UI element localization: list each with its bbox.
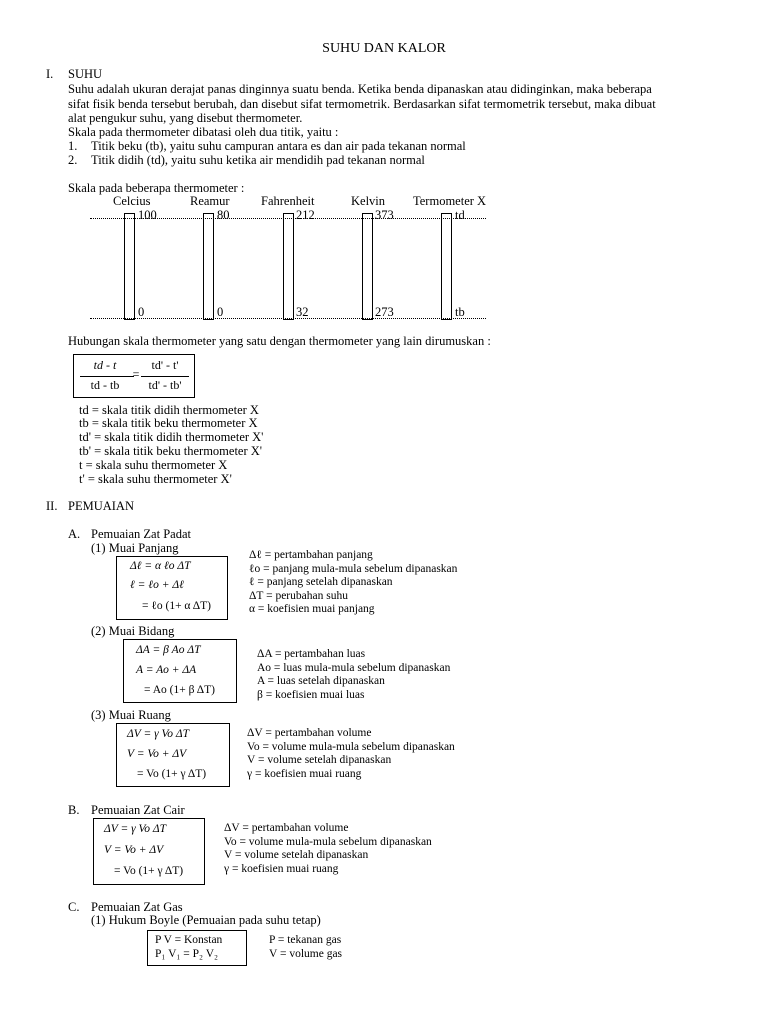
legend-line: ΔA = pertambahan luas (257, 648, 366, 660)
formula-box (93, 818, 205, 885)
subsubsection-heading: (3) Muai Ruang (91, 708, 171, 722)
variable-legend (224, 822, 432, 876)
fraction-denominator: td - tb (90, 378, 120, 392)
scale-name: Kelvin (351, 194, 386, 208)
definition: tb = skala titik beku thermometer X (79, 416, 258, 430)
legend-line: Δℓ = pertambahan panjang (249, 549, 373, 561)
list-number: 2. (68, 153, 78, 167)
legend-line: ℓ = panjang setelah dipanaskan (249, 576, 393, 588)
section-number: II. (46, 499, 58, 513)
definition: t = skala suhu thermometer X (79, 458, 228, 472)
variable-legend (269, 934, 342, 961)
formula-line: = Vo (1+ γ ΔT) (114, 865, 184, 877)
legend-line: β = koefisien muai luas (257, 688, 365, 701)
paragraph-line: alat pengukur suhu, yang disebut thermometer. (68, 111, 303, 125)
subsection-heading: Pemuaian Zat Padat (91, 527, 191, 541)
paragraph-line: Suhu adalah ukuran derajat panas dinginnya suatu benda. Ketika benda dipanaskan atau didinginkan, maka beberapa (68, 82, 652, 96)
formula-line: V = Vo + ΔV (127, 748, 187, 760)
legend-line: α = koefisien muai panjang (249, 603, 375, 615)
legend-line: P = tekanan gas (269, 934, 342, 946)
fraction-bar (80, 376, 134, 377)
scale-bottom-value: 32 (296, 305, 309, 319)
legend-line: V = volume setelah dipanaskan (247, 754, 392, 766)
scale-top-value: 80 (217, 208, 230, 222)
scale-bottom-value: tb (455, 305, 465, 319)
page-title: SUHU DAN KALOR (322, 41, 446, 56)
fraction-numerator: td' - t' (151, 358, 179, 372)
section-number: I. (46, 67, 54, 81)
formula-box (147, 930, 247, 966)
legend-line: A = luas setelah dipanaskan (257, 675, 385, 687)
scale-top-value: 373 (375, 208, 394, 222)
scale-bottom-value: 0 (138, 305, 145, 319)
thermometer-tube (283, 213, 294, 320)
formula-line: ΔV = γ Vo ΔT (104, 823, 167, 835)
definition: td' = skala titik didih thermometer X' (79, 430, 264, 444)
legend-line: V = volume setelah dipanaskan (224, 849, 369, 861)
formula-line: P₁ V₁ = P₂ V₂ (155, 948, 219, 960)
paragraph-line: sifat fisik benda tersebut berubah, dan disebut sifat termometrik. Berdasarkan sifat termometrik tersebut, maka dibuat (68, 97, 656, 111)
scale-top-value: 212 (296, 208, 315, 222)
formula-line: = Ao (1+ β ΔT) (144, 684, 215, 696)
formula-line: ℓ = ℓo + Δℓ (130, 579, 184, 591)
subsubsection-heading: (1) Muai Panjang (91, 541, 179, 555)
list-item: Titik beku (tb), yaitu suhu campuran antara es dan air pada tekanan normal (91, 139, 466, 153)
legend-line: Vo = volume mula-mula sebelum dipanaskan (247, 740, 455, 753)
legend-line: ℓo = panjang mula-mula sebelum dipanaskan (249, 562, 458, 575)
subsubsection-heading: (2) Muai Bidang (91, 624, 175, 638)
definition: t' = skala suhu thermometer X' (79, 472, 232, 486)
legend-line: ΔT = perubahan suhu (249, 589, 348, 602)
equals-sign: = (132, 367, 140, 381)
definition: td = skala titik didih thermometer X (79, 403, 259, 417)
thermometer-tube (362, 213, 373, 320)
formula-box (116, 556, 228, 620)
scale-top-value: td (455, 208, 465, 222)
scale-bottom-value: 273 (375, 305, 394, 319)
conversion-formula-box (73, 354, 195, 398)
formula-line: P V = Konstan (155, 934, 223, 946)
scale-top-value: 100 (138, 208, 157, 222)
section-heading: SUHU (68, 67, 103, 81)
formula-box (123, 639, 237, 703)
thermometer-tube (441, 213, 452, 320)
formula-line: = ℓo (1+ α ΔT) (142, 600, 211, 612)
thermometer-tube (124, 213, 135, 320)
scale-name: Celcius (113, 194, 151, 208)
scale-name: Reamur (190, 194, 230, 208)
subsection-label: C. (68, 900, 80, 914)
legend-line: ΔV = pertambahan volume (247, 727, 372, 739)
variable-legend (249, 549, 457, 617)
formula-line: ΔA = β Ao ΔT (136, 644, 201, 656)
section-heading: PEMUAIAN (68, 499, 134, 513)
legend-line: Vo = volume mula-mula sebelum dipanaskan (224, 835, 432, 848)
list-number: 1. (68, 139, 78, 153)
scale-name: Termometer X (413, 194, 487, 208)
formula-box (116, 723, 230, 787)
list-item: Titik didih (td), yaitu suhu ketika air mendidih pad tekanan normal (91, 153, 425, 167)
legend-line: ΔV = pertambahan volume (224, 822, 349, 834)
legend-line: V = volume gas (269, 947, 343, 960)
legend-line: γ = koefisien muai ruang (224, 862, 339, 875)
scale-bottom-value: 0 (217, 305, 224, 319)
formula-line: ΔV = γ Vo ΔT (127, 728, 190, 740)
formula-line: V = Vo + ΔV (104, 844, 164, 856)
variable-legend (257, 648, 450, 702)
legend-line: γ = koefisien muai ruang (247, 767, 362, 780)
definition: tb' = skala titik beku thermometer X' (79, 444, 263, 458)
formula-line: A = Ao + ΔA (136, 664, 197, 676)
fraction-numerator: td - t (93, 358, 117, 372)
scales-intro: Skala pada beberapa thermometer : (68, 181, 245, 195)
subsection-heading: Pemuaian Zat Gas (91, 900, 183, 914)
scale-name: Fahrenheit (261, 194, 315, 208)
subsection-heading: Pemuaian Zat Cair (91, 803, 185, 817)
paragraph-line: Skala pada thermometer dibatasi oleh dua titik, yaitu : (68, 125, 339, 139)
thermometer-tube (203, 213, 214, 320)
formula-line: Δℓ = α ℓo ΔT (130, 560, 191, 572)
fraction-denominator: td' - tb' (148, 378, 182, 392)
subsubsection-heading: (1) Hukum Boyle (Pemuaian pada suhu tetap) (91, 913, 321, 927)
fraction-bar (141, 376, 189, 377)
subsection-label: B. (68, 803, 80, 817)
subsection-label: A. (68, 527, 81, 541)
variable-legend (247, 727, 455, 781)
legend-line: Ao = luas mula-mula sebelum dipanaskan (257, 661, 451, 674)
formula-line: = Vo (1+ γ ΔT) (137, 768, 207, 780)
relation-intro: Hubungan skala thermometer yang satu dengan thermometer yang lain dirumuskan : (68, 334, 491, 348)
